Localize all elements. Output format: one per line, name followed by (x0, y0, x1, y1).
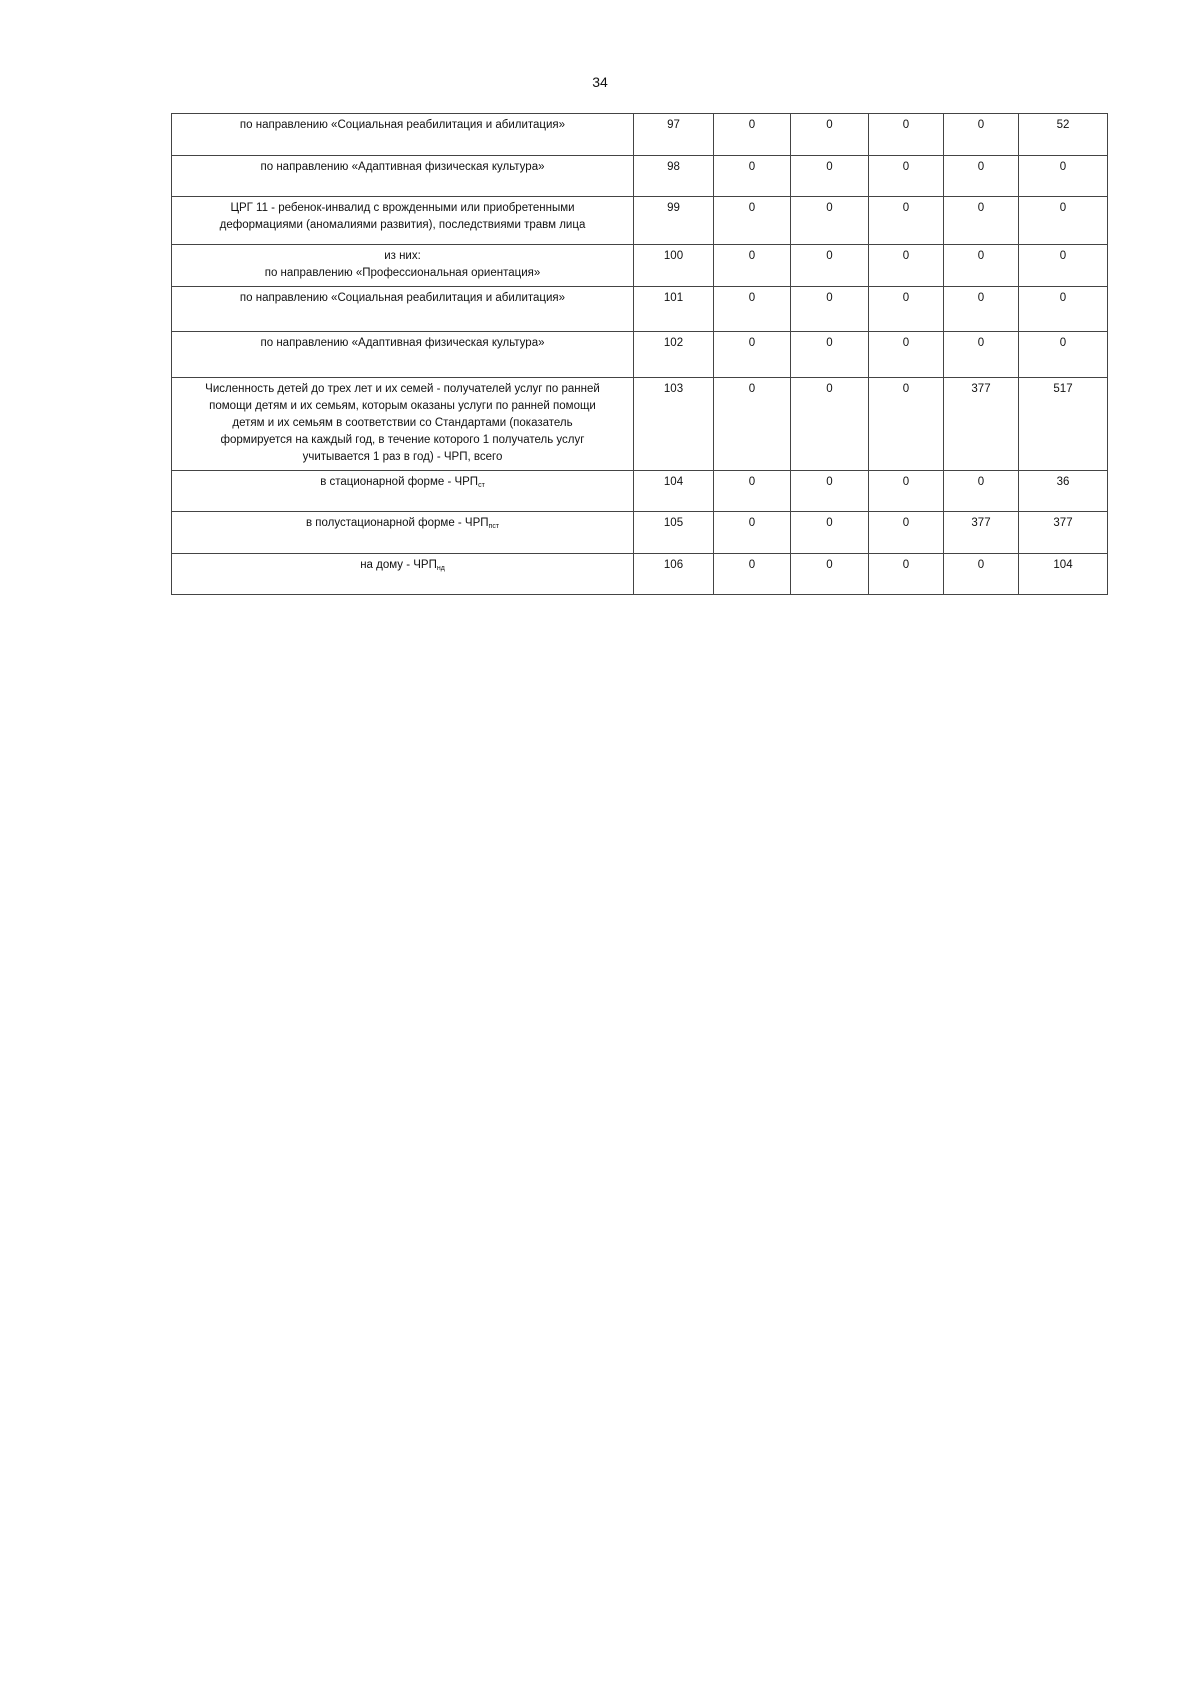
row-label (172, 332, 634, 378)
row-value: 0 (869, 287, 944, 332)
row-value: 0 (714, 114, 791, 156)
row-value: 0 (791, 378, 869, 471)
row-value: 0 (714, 512, 791, 554)
row-value: 0 (944, 287, 1019, 332)
row-value: 0 (714, 197, 791, 245)
row-value: 0 (869, 471, 944, 512)
row-value: 0 (869, 378, 944, 471)
row-value: 377 (944, 512, 1019, 554)
table-row (172, 554, 1108, 595)
row-value: 0 (714, 554, 791, 595)
row-label-subscript: ст (478, 482, 485, 489)
row-value: 0 (944, 114, 1019, 156)
row-value: 0 (869, 114, 944, 156)
table-row (172, 197, 1108, 245)
row-value: 0 (791, 156, 869, 197)
row-label-text: деформациями (аномалиями развития), последствиями травм лица (219, 219, 586, 231)
row-code: 104 (634, 471, 714, 512)
row-label (172, 378, 634, 471)
row-code: 98 (634, 156, 714, 197)
row-label-line (180, 432, 625, 449)
row-value: 0 (869, 197, 944, 245)
row-code: 106 (634, 554, 714, 595)
row-label-text: по направлению «Социальная реабилитация и абилитация» (239, 119, 566, 131)
row-label-text: из них: (384, 250, 421, 262)
row-label-text: по направлению «Адаптивная физическая культура» (260, 337, 545, 349)
row-code: 99 (634, 197, 714, 245)
row-label-text: на дому - ЧРП (360, 559, 437, 571)
row-label-line (180, 290, 625, 307)
row-code: 105 (634, 512, 714, 554)
row-label-line (180, 474, 625, 491)
row-code: 100 (634, 245, 714, 287)
row-label-line (180, 159, 625, 176)
row-value: 52 (1019, 114, 1108, 156)
table-row (172, 378, 1108, 471)
row-value: 0 (791, 554, 869, 595)
row-value: 0 (869, 554, 944, 595)
row-label-line (180, 381, 625, 398)
row-label-subscript: пст (488, 523, 500, 530)
row-label-line (180, 335, 625, 352)
row-value: 0 (869, 332, 944, 378)
row-value: 0 (714, 245, 791, 287)
row-value: 0 (869, 156, 944, 197)
row-label-line (180, 515, 625, 532)
row-code: 103 (634, 378, 714, 471)
row-label-line (180, 248, 625, 265)
row-label-text: формируется на каждый год, в течение которого 1 получатель услуг (220, 434, 585, 446)
row-label-line (180, 117, 625, 134)
row-value: 0 (714, 156, 791, 197)
row-value: 104 (1019, 554, 1108, 595)
row-label-line (180, 415, 625, 432)
row-value: 0 (869, 245, 944, 287)
row-value: 0 (1019, 332, 1108, 378)
report-table (171, 113, 1108, 595)
table-row (172, 512, 1108, 554)
row-value: 0 (714, 471, 791, 512)
page-number: 34 (592, 74, 608, 90)
row-value: 377 (1019, 512, 1108, 554)
row-label-text: по направлению «Адаптивная физическая культура» (260, 161, 545, 173)
row-label-line (180, 449, 625, 466)
row-value: 0 (944, 245, 1019, 287)
row-value: 0 (944, 156, 1019, 197)
row-label-text: в полустационарной форме - ЧРП (305, 517, 489, 529)
row-code: 97 (634, 114, 714, 156)
row-value: 0 (791, 287, 869, 332)
row-value: 0 (791, 512, 869, 554)
row-value: 0 (791, 245, 869, 287)
row-value: 0 (714, 287, 791, 332)
row-label-text: помощи детям и их семьям, которым оказаны услуги по ранней помощи (209, 400, 596, 412)
row-value: 0 (944, 554, 1019, 595)
table-row (172, 156, 1108, 197)
row-value: 0 (1019, 197, 1108, 245)
row-label-text: по направлению «Профессиональная ориентация» (264, 267, 541, 279)
row-value: 0 (944, 332, 1019, 378)
row-value: 0 (791, 197, 869, 245)
row-label-line (180, 265, 625, 282)
row-label-text: Численность детей до трех лет и их семей - получателей услуг по ранней (205, 383, 600, 395)
row-label (172, 114, 634, 156)
row-code: 101 (634, 287, 714, 332)
row-value: 377 (944, 378, 1019, 471)
row-label-text: детям и их семьям в соответствии со Стандартами (показатель (232, 417, 573, 429)
row-label-text: учитывается 1 раз в год) - ЧРП, всего (302, 451, 503, 463)
row-value: 0 (791, 471, 869, 512)
row-value: 0 (714, 332, 791, 378)
table-row (172, 287, 1108, 332)
row-value: 0 (714, 378, 791, 471)
table-row (172, 332, 1108, 378)
row-label (172, 471, 634, 512)
row-label (172, 245, 634, 287)
row-label (172, 156, 634, 197)
row-label-line (180, 200, 625, 217)
table-row (172, 114, 1108, 156)
row-value: 0 (1019, 156, 1108, 197)
table-row (172, 245, 1108, 287)
row-label-line (180, 217, 625, 234)
row-label-text: ЦРГ 11 - ребенок-инвалид с врожденными или приобретенными (230, 202, 575, 214)
row-code: 102 (634, 332, 714, 378)
row-value: 0 (791, 114, 869, 156)
row-label-text: по направлению «Социальная реабилитация и абилитация» (239, 292, 566, 304)
row-label-line (180, 398, 625, 415)
row-value: 0 (944, 471, 1019, 512)
row-value: 0 (791, 332, 869, 378)
row-value: 0 (944, 197, 1019, 245)
row-value: 0 (1019, 245, 1108, 287)
row-label (172, 287, 634, 332)
row-label-line (180, 557, 625, 574)
row-label (172, 512, 634, 554)
row-label (172, 197, 634, 245)
row-value: 517 (1019, 378, 1108, 471)
row-label-subscript: нд (436, 565, 445, 572)
row-label (172, 554, 634, 595)
row-label-text: в стационарной форме - ЧРП (320, 476, 479, 488)
row-value: 0 (869, 512, 944, 554)
table-row (172, 471, 1108, 512)
row-value: 0 (1019, 287, 1108, 332)
row-value: 36 (1019, 471, 1108, 512)
